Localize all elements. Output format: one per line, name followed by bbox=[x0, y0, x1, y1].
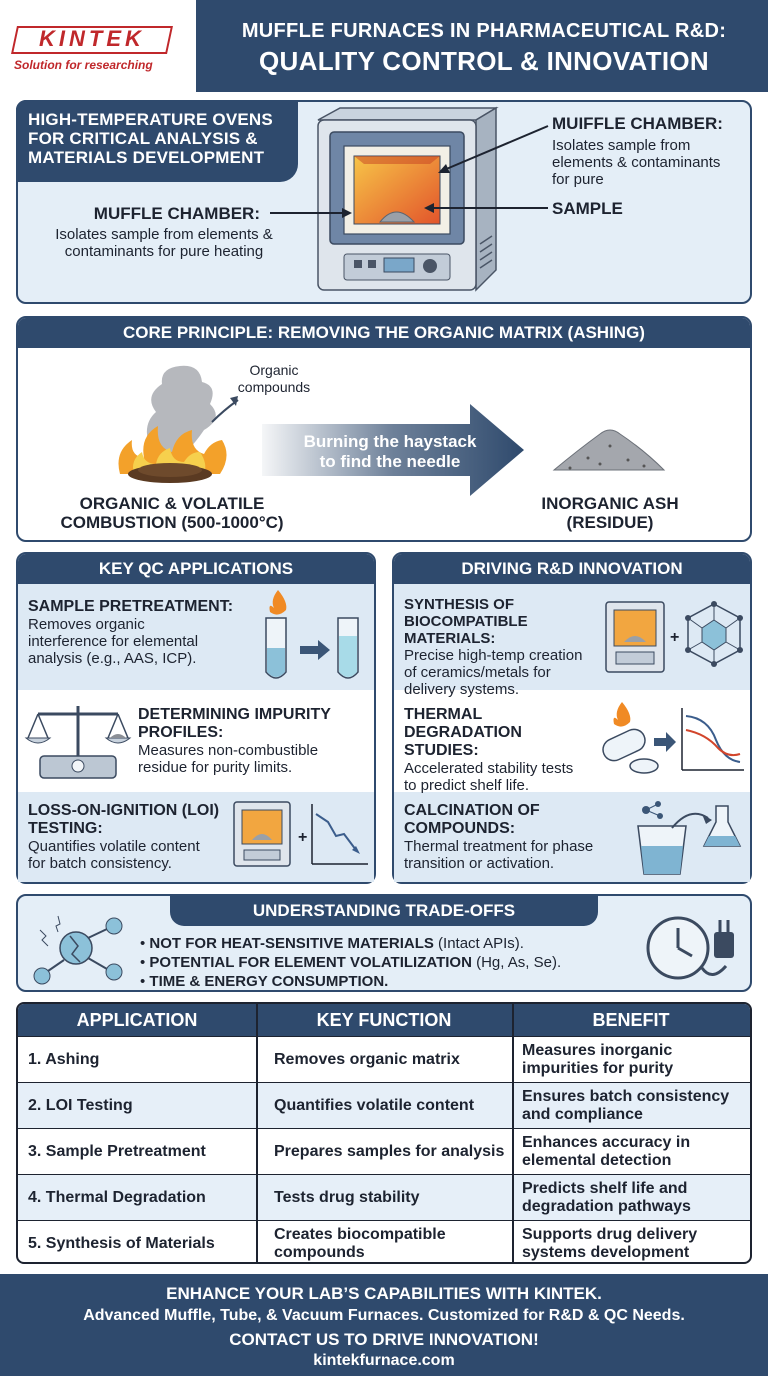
benefit-line: and compliance bbox=[522, 1106, 643, 1123]
function-line: compounds bbox=[274, 1244, 365, 1261]
page-title-line1: MUFFLE FURNACES IN PHARMACEUTICAL R&D: bbox=[241, 20, 727, 42]
left-chamber-desc bbox=[30, 226, 298, 260]
footer-headline: ENHANCE YOUR LAB’S CAPABILITIES WITH KINTEK. bbox=[166, 1284, 602, 1303]
tradeoff-bold: POTENTIAL FOR ELEMENT VOLATILIZATION bbox=[149, 954, 472, 971]
intro-tab-line: MATERIALS DEVELOPMENT bbox=[28, 148, 265, 167]
rnd-item-calcination bbox=[404, 802, 618, 872]
combustion-caption bbox=[36, 494, 308, 532]
test-tubes-icon bbox=[258, 588, 368, 684]
benefit-line: degradation pathways bbox=[522, 1198, 691, 1215]
item-title: BIOCOMPATIBLE MATERIALS: bbox=[404, 613, 528, 647]
loi-furnace-chart-icon bbox=[232, 800, 372, 870]
table-row bbox=[18, 1220, 750, 1264]
brand-logo: KINTEK bbox=[39, 26, 145, 51]
sample-label: SAMPLE bbox=[552, 199, 623, 218]
arrow-caption bbox=[280, 432, 500, 472]
table-header-benefit: BENEFIT bbox=[592, 1010, 670, 1030]
footer-website-link[interactable]: kintekfurnace.com bbox=[313, 1352, 455, 1369]
desc-line: elements & contaminants bbox=[552, 154, 721, 171]
item-desc: Removes organic bbox=[28, 616, 145, 633]
benefit-line: systems development bbox=[522, 1244, 690, 1261]
ash-caption bbox=[520, 494, 700, 532]
cell-benefit bbox=[522, 1129, 748, 1175]
item-title: CALCINATION OF bbox=[404, 802, 540, 819]
item-title: TESTING: bbox=[28, 820, 103, 837]
item-desc: analysis (e.g., AAS, ICP). bbox=[28, 650, 197, 667]
tradeoff-item: • TIME & ENERGY CONSUMPTION. bbox=[140, 973, 389, 990]
item-title: SYNTHESIS OF bbox=[404, 596, 515, 613]
intro-tab-line: HIGH-TEMPERATURE OVENS bbox=[28, 110, 273, 129]
benefit-line: elemental detection bbox=[522, 1152, 672, 1169]
item-title: THERMAL bbox=[404, 706, 483, 723]
svg-text:+: + bbox=[670, 629, 680, 646]
right-chamber-desc bbox=[552, 137, 748, 188]
caption-line: INORGANIC ASH bbox=[541, 494, 679, 513]
cell-application: 1. Ashing bbox=[28, 1051, 100, 1068]
table-header-application: APPLICATION bbox=[76, 1010, 198, 1030]
cell-function: Removes organic matrix bbox=[274, 1051, 460, 1068]
benefit-line: impurities for purity bbox=[522, 1060, 674, 1077]
item-desc: Quantifies volatile content bbox=[28, 838, 200, 855]
benefit-line: Measures inorganic bbox=[522, 1042, 673, 1059]
table-row bbox=[18, 1036, 750, 1082]
tradeoff-item: • POTENTIAL FOR ELEMENT VOLATILIZATION (Hg, As, Se). bbox=[140, 954, 562, 971]
item-title: PROFILES: bbox=[138, 724, 224, 741]
cell-benefit bbox=[522, 1083, 748, 1129]
item-desc: interference for elemental bbox=[28, 633, 199, 650]
item-title: DEGRADATION STUDIES: bbox=[404, 724, 522, 759]
broken-molecule-icon bbox=[30, 910, 130, 986]
ash-pile-icon bbox=[548, 420, 668, 476]
item-desc: to predict shelf life. bbox=[404, 777, 530, 794]
organic-label bbox=[224, 362, 324, 396]
arrow-line: Burning the haystack bbox=[303, 432, 477, 451]
cell-function bbox=[274, 1221, 510, 1264]
column-divider bbox=[256, 1004, 258, 1262]
qc-title: KEY QC APPLICATIONS bbox=[18, 554, 374, 584]
qc-item-impurity bbox=[138, 706, 366, 776]
tradeoff-detail: (Hg, As, Se). bbox=[471, 954, 562, 971]
summary-table bbox=[16, 1002, 752, 1264]
table-row bbox=[18, 1128, 750, 1174]
table-header-function: KEY FUNCTION bbox=[316, 1010, 452, 1030]
footer-subline: Advanced Muffle, Tube, & Vacuum Furnaces. Customized for R&D & QC Needs. bbox=[83, 1307, 685, 1324]
item-desc: Measures non-combustible bbox=[138, 742, 319, 759]
table-header bbox=[18, 1004, 750, 1036]
cell-benefit bbox=[522, 1175, 748, 1221]
desc-line: for pure bbox=[552, 171, 604, 188]
benefit-line: Supports drug delivery bbox=[522, 1226, 698, 1243]
balance-scale-icon bbox=[24, 700, 132, 784]
item-desc: transition or activation. bbox=[404, 855, 555, 872]
item-desc: residue for purity limits. bbox=[138, 759, 293, 776]
cell-application: 4. Thermal Degradation bbox=[28, 1189, 206, 1206]
rnd-item-synthesis bbox=[404, 596, 608, 698]
desc-line: Isolates sample from elements & bbox=[55, 226, 273, 243]
table-row bbox=[18, 1082, 750, 1128]
intro-pointer-arrows bbox=[260, 110, 560, 230]
column-divider bbox=[512, 1004, 514, 1262]
tradeoffs-title: UNDERSTANDING TRADE-OFFS bbox=[170, 896, 598, 926]
item-title: SAMPLE PRETREATMENT: bbox=[28, 598, 234, 615]
item-title: LOSS-ON-IGNITION (LOI) bbox=[28, 802, 220, 819]
svg-text:+: + bbox=[298, 829, 308, 846]
item-title: COMPOUNDS: bbox=[404, 820, 516, 837]
item-desc: of ceramics/metals for bbox=[404, 664, 551, 681]
benefit-line: Enhances accuracy in bbox=[522, 1134, 691, 1151]
table-row bbox=[18, 1174, 750, 1220]
calcination-icon bbox=[632, 798, 748, 878]
cell-function: Tests drug stability bbox=[274, 1189, 420, 1206]
rnd-title: DRIVING R&D INNOVATION bbox=[394, 554, 750, 584]
benefit-line: Predicts shelf life and bbox=[522, 1180, 688, 1197]
item-desc: Accelerated stability tests bbox=[404, 760, 574, 777]
item-desc: Thermal treatment for phase bbox=[404, 838, 594, 855]
cell-benefit bbox=[522, 1221, 748, 1264]
item-desc: for batch consistency. bbox=[28, 855, 172, 872]
item-title: DETERMINING IMPURITY bbox=[138, 706, 331, 723]
right-chamber-title: MUIFFLE CHAMBER: bbox=[552, 114, 723, 133]
left-chamber-title: MUFFLE CHAMBER: bbox=[93, 204, 260, 223]
benefit-line: Ensures batch consistency bbox=[522, 1088, 730, 1105]
intro-tab bbox=[16, 100, 298, 182]
caption-line: COMBUSTION (500-1000°C) bbox=[60, 513, 284, 532]
rnd-item-degradation bbox=[404, 706, 600, 794]
item-desc: delivery systems. bbox=[404, 681, 520, 698]
page-title-line2: QUALITY CONTROL & INNOVATION bbox=[259, 46, 709, 76]
organic-line: Organic bbox=[249, 362, 299, 378]
tradeoff-bold: TIME & ENERGY CONSUMPTION. bbox=[149, 973, 389, 990]
degradation-icon bbox=[598, 700, 748, 780]
cell-benefit bbox=[522, 1037, 748, 1083]
cell-application: 5. Synthesis of Materials bbox=[28, 1235, 215, 1252]
organic-line: compounds bbox=[237, 379, 311, 395]
tradeoffs-list bbox=[140, 934, 630, 991]
arrow-line: to find the needle bbox=[319, 452, 461, 471]
clock-plug-icon bbox=[642, 906, 746, 988]
footer-cta: CONTACT US TO DRIVE INNOVATION! bbox=[229, 1330, 539, 1349]
principle-title: CORE PRINCIPLE: REMOVING THE ORGANIC MATRIX (ASHING) bbox=[18, 318, 750, 348]
intro-tab-line: FOR CRITICAL ANALYSIS & bbox=[28, 129, 258, 148]
qc-item-loi bbox=[28, 802, 234, 872]
synthesis-icon bbox=[604, 598, 748, 678]
caption-line: ORGANIC & VOLATILE bbox=[79, 494, 265, 513]
cell-function: Prepares samples for analysis bbox=[274, 1143, 505, 1160]
burning-sample-icon bbox=[100, 356, 240, 488]
cell-application: 2. LOI Testing bbox=[28, 1097, 133, 1114]
caption-line: (RESIDUE) bbox=[566, 513, 654, 532]
tradeoff-detail: (Intact APIs). bbox=[433, 935, 524, 952]
brand-tagline: Solution for researching bbox=[14, 58, 153, 72]
tradeoff-item: • NOT FOR HEAT-SENSITIVE MATERIALS (Intact APIs). bbox=[140, 935, 524, 952]
cell-function: Quantifies volatile content bbox=[274, 1097, 475, 1114]
item-desc: Precise high-temp creation bbox=[404, 647, 583, 664]
footer bbox=[0, 1274, 768, 1376]
qc-item-pretreatment bbox=[28, 598, 258, 667]
function-line: Creates biocompatible bbox=[274, 1226, 446, 1243]
tradeoff-bold: NOT FOR HEAT-SENSITIVE MATERIALS bbox=[149, 935, 434, 952]
cell-application: 3. Sample Pretreatment bbox=[28, 1143, 206, 1160]
desc-line: Isolates sample from bbox=[552, 137, 691, 154]
desc-line: contaminants for pure heating bbox=[64, 243, 264, 260]
